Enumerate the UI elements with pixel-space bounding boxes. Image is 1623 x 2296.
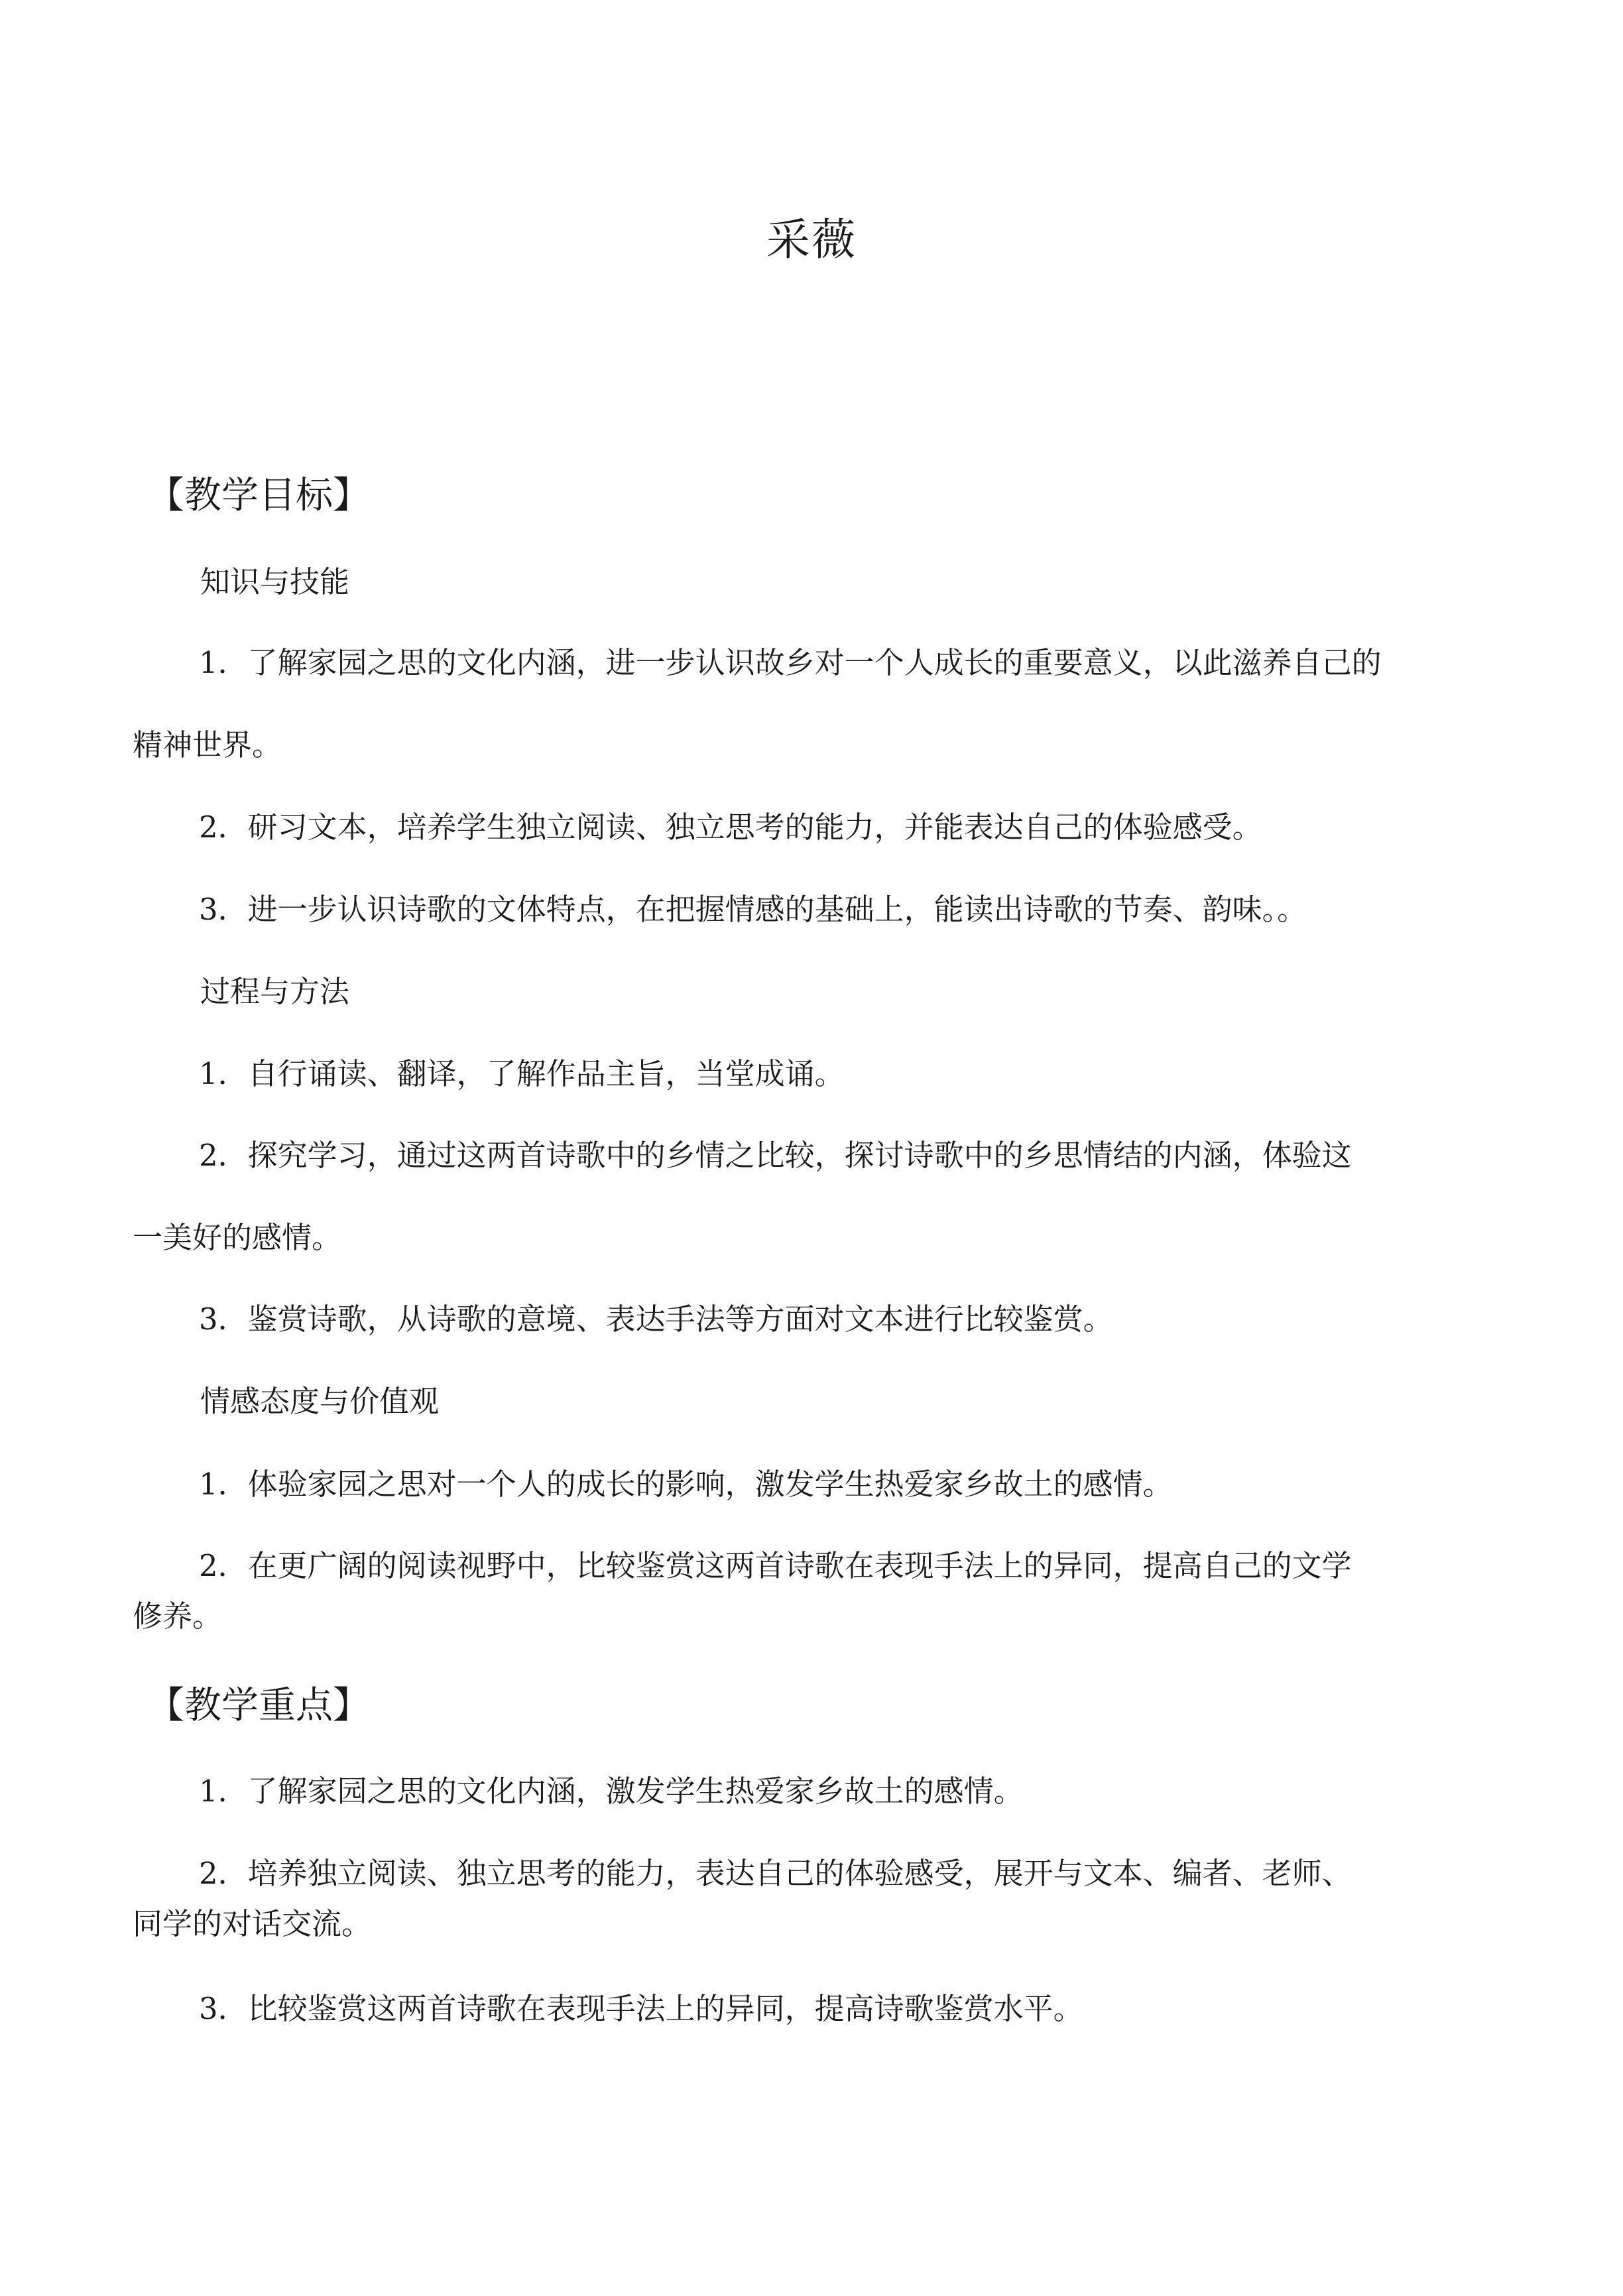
- focus-item-3: 3．比较鉴赏这两首诗歌在表现手法上的异同，提高诗歌鉴赏水平。: [199, 1991, 1083, 2026]
- objective-knowledge-item-1: [133, 643, 1498, 765]
- subheading-process-methods: 过程与方法: [200, 974, 350, 1009]
- objective-emotion-item-2: [133, 1546, 1498, 1636]
- objective-emotion-item-1: 1．体验家园之思对一个人的成长的影响，激发学生热爱家乡故土的感情。: [199, 1467, 1173, 1502]
- section-heading-teaching-focus: 【教学重点】: [147, 1684, 370, 1727]
- paragraph-line: 一美好的感情。: [133, 1220, 342, 1255]
- objective-knowledge-item-3: 3．进一步认识诗歌的文体特点，在把握情感的基础上，能读出诗歌的节奏、韵味。。: [199, 892, 1307, 927]
- paragraph-line: 2．在更广阔的阅读视野中，比较鉴赏这两首诗歌在表现手法上的异同，提高自己的文学: [199, 1548, 1352, 1583]
- paragraph-line: 1．了解家园之思的文化内涵，进一步认识故乡对一个人成长的重要意义，以此滋养自己的: [199, 645, 1382, 680]
- page-title: 采薇: [766, 214, 857, 265]
- objective-process-item-1: 1．自行诵读、翻译，了解作品主旨，当堂成诵。: [199, 1056, 845, 1091]
- paragraph-line: 精神世界。: [133, 727, 282, 762]
- objective-process-item-2: [133, 1136, 1498, 1258]
- subheading-emotion-values: 情感态度与价值观: [200, 1384, 440, 1419]
- focus-item-2: [133, 1854, 1498, 1944]
- paragraph-line: 修养。: [133, 1599, 223, 1634]
- paragraph-line: 2．培养独立阅读、独立思考的能力，表达自己的体验感受，展开与文本、编者、老师、: [199, 1856, 1352, 1891]
- paragraph-line: 2．探究学习，通过这两首诗歌中的乡情之比较，探讨诗歌中的乡思情结的内涵，体验这: [199, 1138, 1352, 1173]
- objective-knowledge-item-2: 2．研习文本，培养学生独立阅读、独立思考的能力，并能表达自己的体验感受。: [199, 810, 1262, 845]
- section-heading-teaching-objectives: 【教学目标】: [147, 474, 370, 517]
- focus-item-1: 1．了解家园之思的文化内涵，激发学生热爱家乡故土的感情。: [199, 1774, 1024, 1809]
- subheading-knowledge-skills: 知识与技能: [200, 564, 350, 599]
- objective-process-item-3: 3．鉴赏诗歌，从诗歌的意境、表达手法等方面对文本进行比较鉴赏。: [199, 1301, 1113, 1337]
- paragraph-line: 同学的对话交流。: [133, 1906, 372, 1941]
